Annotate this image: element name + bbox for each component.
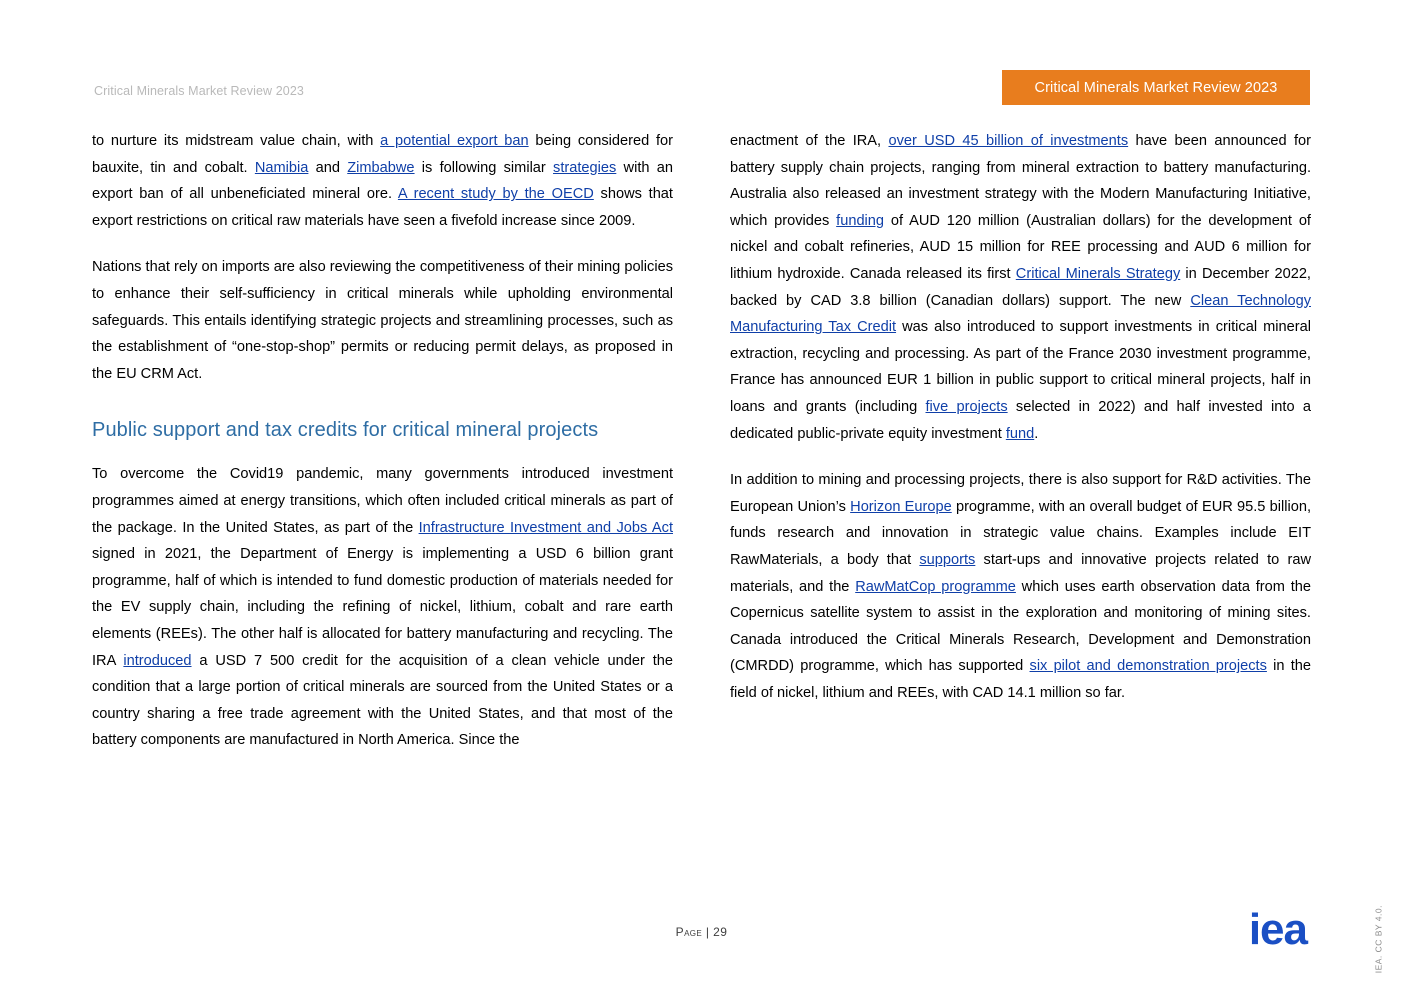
text-run: is following similar	[414, 159, 554, 176]
text-run: of AUD 120 million (Australian dollars) for the development of nickel and cobalt refineries, AUD 15 million for REE processing and AUD 6 million for lithium hydroxide. Canada released its first	[730, 212, 1311, 282]
text-run: In addition to mining and processing projects, there is also support for R&D activities. The European Union’s	[730, 472, 1311, 515]
text-run: was also introduced to support investments in critical mineral extraction, recycling and processing. As part of the France 2030 investment programme, France has announced EUR 1 billion in public support to critical mineral projects, half in loans and grants (including	[730, 319, 1312, 415]
text-run: and	[308, 159, 348, 176]
text-run: with an export ban of all unbeneficiated mineral ore.	[92, 159, 673, 203]
link-clean-technology-manufacturing-tax-credit[interactable]: Clean Technology Manufacturing Tax Credit	[730, 292, 1311, 336]
header-document-title: Critical Minerals Market Review 2023	[94, 84, 304, 98]
header-badge	[1002, 70, 1310, 105]
paragraph-right-2	[730, 467, 1311, 706]
text-run: .	[1034, 425, 1039, 442]
link-strategies[interactable]: strategies	[553, 159, 617, 176]
text-run: signed in 2021, the Department of Energy is implementing a USD 6 billion grant programme, half of which is intended to fund domestic production of materials needed for the EV supply chain, including the refining of nickel, lithium, cobalt and rare earth elements (REEs). The other half is allocated for battery manufacturing and recycling. The IRA	[92, 546, 673, 669]
link-critical-minerals-strategy[interactable]: Critical Minerals Strategy	[1015, 265, 1181, 282]
link-usd-45-billion-investments[interactable]: over USD 45 billion of investments	[888, 133, 1129, 149]
link-six-pilot-demonstration-projects[interactable]: six pilot and demonstration projects	[1029, 658, 1267, 675]
link-five-projects[interactable]: five projects	[925, 398, 1008, 415]
paragraph-left-1	[92, 128, 673, 234]
text-run: being considered for bauxite, tin and cobalt.	[92, 133, 673, 176]
text-run: in the field of nickel, lithium and REEs, with CAD 14.1 million so far.	[730, 658, 1311, 701]
link-oecd-study[interactable]: A recent study by the OECD	[397, 186, 594, 203]
text-run: enactment of the IRA,	[730, 133, 889, 149]
text-run: to nurture its midstream value chain, with	[92, 133, 381, 149]
text-run: shows that export restrictions on critical raw materials have seen a fivefold increase since 2009.	[92, 186, 673, 229]
link-infrastructure-investment-jobs-act[interactable]: Infrastructure Investment and Jobs Act	[418, 519, 673, 536]
header-badge-label: Critical Minerals Market Review 2023	[1034, 79, 1278, 96]
left-column	[92, 128, 673, 754]
link-horizon-europe[interactable]: Horizon Europe	[850, 498, 952, 515]
link-fund[interactable]: fund	[1005, 425, 1035, 442]
text-run: in December 2022, backed by CAD 3.8 billion (Canadian dollars) support. The new	[730, 265, 1311, 309]
text-run: programme, with an overall budget of EUR 95.5 billion, funds research and innovation in strategic value chains. Examples include EIT RawMaterials, a body that	[730, 498, 1312, 568]
link-rawmatcop-programme[interactable]: RawMatCop programme	[855, 578, 1016, 595]
license-side-note: IEA. CC BY 4.0.	[1373, 905, 1383, 974]
link-introduced[interactable]: introduced	[123, 652, 192, 669]
link-namibia[interactable]: Namibia	[254, 159, 309, 176]
text-run: selected in 2022) and half invested into a dedicated public-private equity investment	[730, 398, 1312, 442]
link-supports[interactable]: supports	[919, 551, 976, 568]
text-run: have been announced for battery supply chain projects, ranging from mineral extraction to battery manufacturing. Australia also released an investment strategy with the Modern Manufacturing Initiative, which provides	[730, 133, 1311, 229]
link-zimbabwe[interactable]: Zimbabwe	[347, 159, 415, 176]
text-run: which uses earth observation data from the Copernicus satellite system to assist in the exploration and monitoring of mining sites. Canada introduced the Critical Minerals Research, Development and Demonstration (CMRDD) programme, which has supported	[730, 578, 1311, 675]
footer-page-number: Page | 29	[675, 925, 728, 939]
right-column	[730, 128, 1311, 706]
text-run: To overcome the Covid19 pandemic, many governments introduced investment programmes aimed at energy transitions, which often included critical minerals as part of the package. In the United States, as part of the	[92, 466, 673, 536]
paragraph-left-3	[92, 461, 673, 754]
link-potential-export-ban[interactable]: a potential export ban	[380, 133, 529, 149]
text-run: start-ups and innovative projects related to raw materials, and the	[730, 551, 1311, 595]
text-run: a USD 7 500 credit for the acquisition of a clean vehicle under the condition that a large portion of critical minerals are sourced from the United States or a country sharing a free trade agreement with the United States, and that most of the battery components are manufactured in North America. Since the	[92, 652, 673, 749]
paragraph-right-1	[730, 128, 1311, 447]
iea-logo: iea	[1248, 905, 1307, 954]
link-funding[interactable]: funding	[836, 212, 885, 229]
section-heading-public-support: Public support and tax credits for critical mineral projects	[92, 419, 599, 442]
paragraph-left-2: Nations that rely on imports are also reviewing the competitiveness of their mining policies to enhance their self-sufficiency in critical minerals while upholding environmental safeguards. This entails identifying strategic projects and streamlining processes, such as the establishment of “one-stop-shop” permits or reducing permit delays, as proposed in the EU CRM Act.	[92, 259, 673, 382]
